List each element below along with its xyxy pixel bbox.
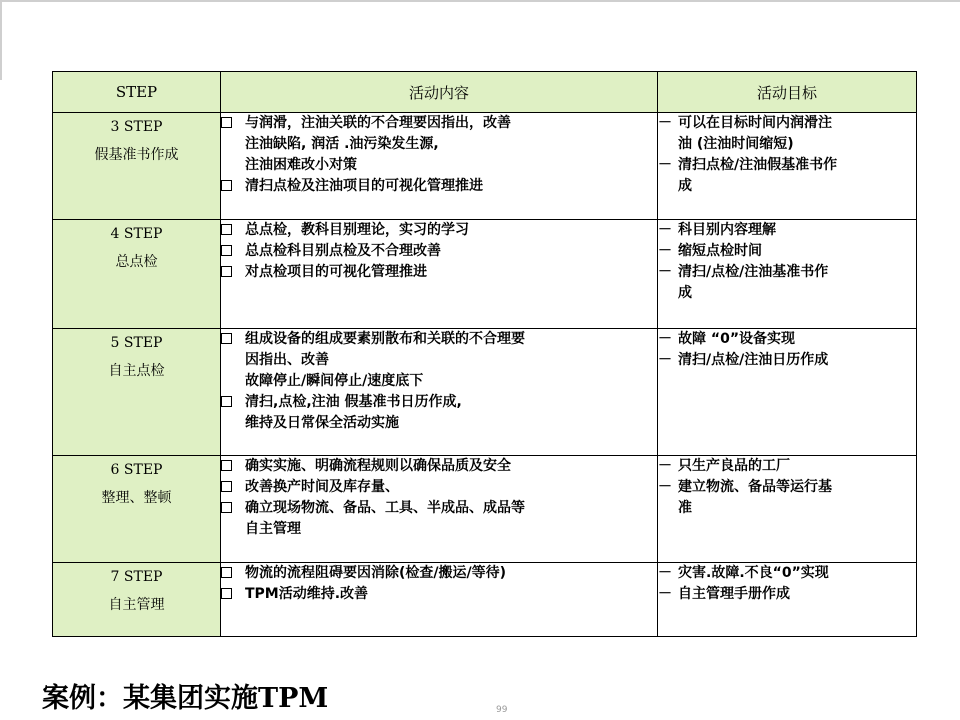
step-name: 假基准书作成 [94,147,179,163]
goal-item [658,113,916,155]
slide-top-edge [0,0,960,2]
checkbox-icon [221,245,232,256]
step-cell [53,329,221,456]
table-row [53,220,917,329]
goal-text: 清扫/点检/注油日历作成 [678,352,829,368]
goal-text: 缩短点检时间 [678,243,762,259]
content-item [221,176,657,197]
content-item [221,498,657,540]
step-cell [53,563,221,637]
dash-icon: － [658,479,672,495]
case-title: 案例：某集团实施TPM [42,683,329,714]
step-number: 4 STEP [110,226,163,242]
checkbox-icon [221,460,232,471]
goal-text: 只生产良品的工厂 [678,458,790,474]
dash-icon: － [658,565,672,581]
table-row [53,329,917,456]
goal-text: 清扫点检/注油假基准书作 成 [678,157,838,194]
content-text: 组成设备的组成要素别散布和关联的不合理要 因指出、改善 故障停止/瞬间停止/速度底下 [245,331,525,389]
step-name: 总点检 [115,254,158,270]
header-content: 活动内容 [221,72,658,113]
goal-text: 科目别内容理解 [678,222,776,238]
content-item [221,563,657,584]
step-name: 整理、整顿 [101,490,172,506]
content-text: 清扫,点检,注油 假基准书日历作成, 维持及日常保全活动实施 [245,394,462,431]
goal-item [658,262,916,304]
goal-item [658,563,916,584]
goal-cell [658,456,917,563]
content-text: 总点检科目别点检及不合理改善 [245,243,441,259]
table-row [53,113,917,220]
content-cell [221,220,658,329]
checkbox-icon [221,224,232,235]
content-item [221,392,657,434]
step-cell [53,456,221,563]
goal-text: 可以在目标时间内润滑注 油 (注油时间缩短) [678,115,832,152]
header-step: STEP [53,72,221,113]
goal-item [658,241,916,262]
content-text: 确立现场物流、备品、工具、半成品、成品等 自主管理 [245,500,525,537]
checkbox-icon [221,481,232,492]
goal-item [658,350,916,371]
table-row [53,456,917,563]
checkbox-icon [221,396,232,407]
content-text: 确实实施、明确流程规则以确保品质及安全 [245,458,511,474]
goal-item [658,220,916,241]
dash-icon: － [658,331,672,347]
step-number: 6 STEP [110,462,163,478]
content-item [221,262,657,283]
content-text: TPM活动维持.改善 [245,586,369,602]
content-item [221,477,657,498]
content-text: 与润滑，注油关联的不合理要因指出，改善 注油缺陷, 润活 .油污染发生源, 注油困难改小对策 [245,115,511,173]
dash-icon: － [658,458,672,474]
content-cell [221,329,658,456]
goal-item [658,477,916,519]
goal-text: 自主管理手册作成 [678,586,790,602]
content-cell [221,113,658,220]
checkbox-icon [221,180,232,191]
slide-left-edge [0,0,2,80]
content-item [221,113,657,176]
content-item [221,329,657,392]
content-item [221,241,657,262]
step-cell [53,113,221,220]
header-goal: 活动目标 [658,72,917,113]
content-item [221,220,657,241]
step-number: 7 STEP [110,569,163,585]
checkbox-icon [221,266,232,277]
content-text: 对点检项目的可视化管理推进 [245,264,427,280]
table-row [53,563,917,637]
dash-icon: － [658,157,672,173]
content-text: 总点检，教科目别理论，实习的学习 [245,222,469,238]
goal-text: 故障 “0”设备实现 [678,331,796,347]
tpm-steps-table [52,71,917,637]
step-name: 自主点检 [108,363,165,379]
checkbox-icon [221,502,232,513]
goal-item [658,456,916,477]
goal-item [658,584,916,605]
page-number: 99 [496,705,508,715]
content-item [221,584,657,605]
dash-icon: － [658,264,672,280]
table-header-row [53,72,917,113]
step-name: 自主管理 [108,597,165,613]
goal-item [658,329,916,350]
content-item [221,456,657,477]
content-text: 清扫点检及注油项目的可视化管理推进 [245,178,483,194]
checkbox-icon [221,117,232,128]
step-cell [53,220,221,329]
goal-cell [658,329,917,456]
checkbox-icon [221,588,232,599]
goal-text: 灾害.故障.不良“0”实现 [678,565,829,581]
goal-cell [658,220,917,329]
checkbox-icon [221,333,232,344]
dash-icon: － [658,352,672,368]
goal-item [658,155,916,197]
content-cell [221,563,658,637]
step-number: 3 STEP [110,119,163,135]
step-number: 5 STEP [110,335,163,351]
dash-icon: － [658,586,672,602]
dash-icon: － [658,243,672,259]
content-text: 改善换产时间及库存量、 [245,479,399,495]
content-text: 物流的流程阻碍要因消除(检查/搬运/等待) [245,565,507,581]
content-cell [221,456,658,563]
checkbox-icon [221,567,232,578]
dash-icon: － [658,222,672,238]
goal-text: 清扫/点检/注油基准书作 成 [678,264,829,301]
goal-cell [658,563,917,637]
goal-text: 建立物流、备品等运行基 准 [678,479,832,516]
goal-cell [658,113,917,220]
dash-icon: － [658,115,672,131]
